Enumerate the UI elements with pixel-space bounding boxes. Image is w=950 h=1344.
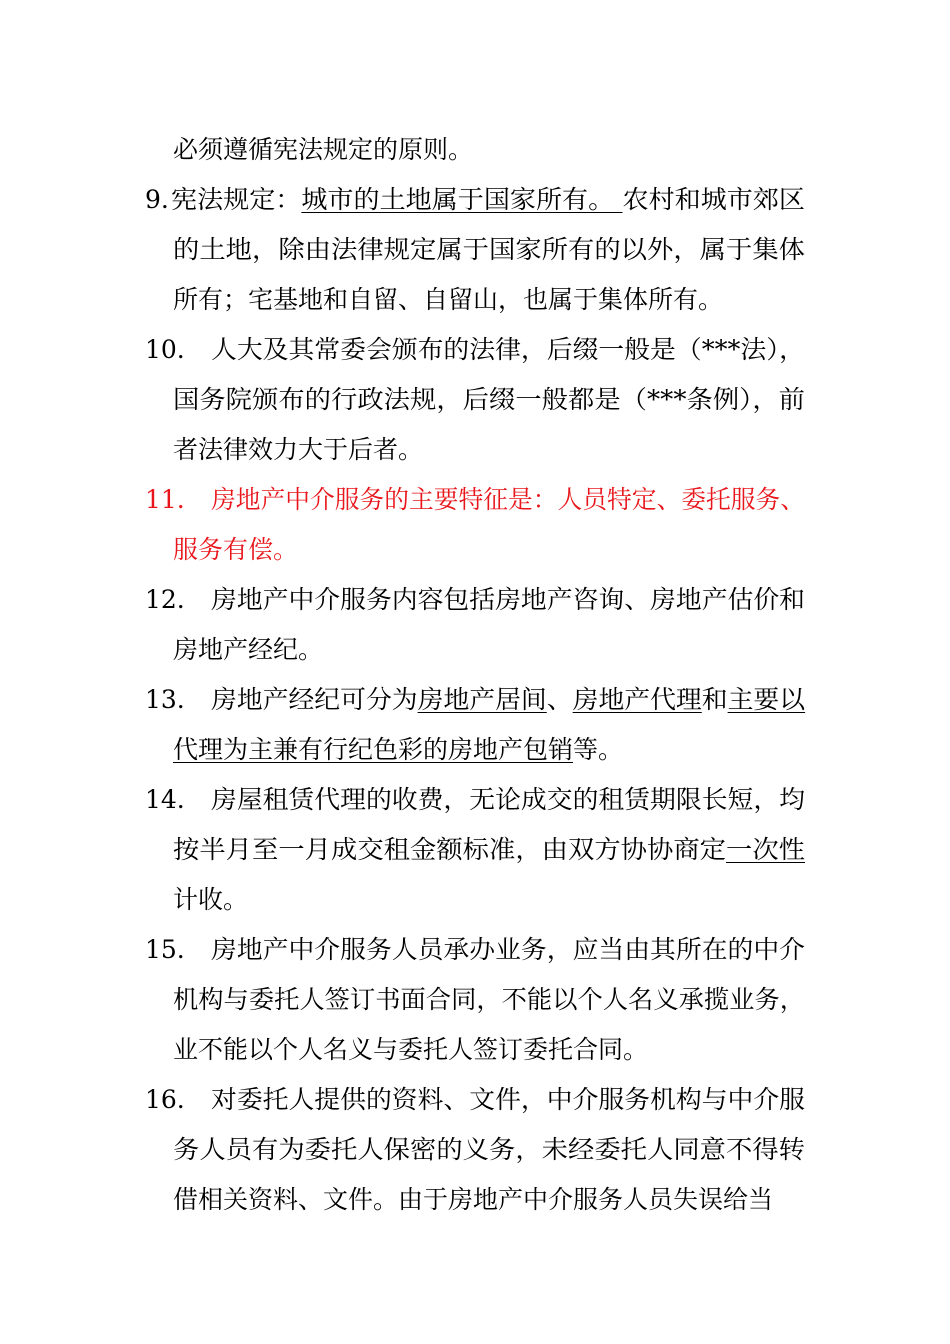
text-line <box>211 334 805 366</box>
item-number: 12. <box>145 585 185 614</box>
text-segment: 宪法规定： <box>171 185 302 214</box>
text-segment: 按半月至一月成交租金额标准，由双方协协商定 <box>173 835 727 864</box>
text-segment: 房地产中介服务人员承办业务，应当由其所在的中介 <box>211 935 806 964</box>
text-line <box>173 434 423 466</box>
text-segment: 房地产中介服务内容包括房地产咨询、房地产估价和 <box>211 585 806 614</box>
item-number: 11. <box>145 485 185 514</box>
text-line <box>173 234 805 266</box>
item-number: 9. <box>145 185 169 214</box>
text-line <box>211 584 805 616</box>
underlined-text: 房地产代理 <box>572 685 702 714</box>
text-segment: 所有；宅基地和自留、自留山，也属于集体所有。 <box>173 285 724 314</box>
text-line <box>173 284 723 316</box>
text-line <box>211 684 805 716</box>
text-segment: 农村和城市郊区 <box>622 185 805 214</box>
text-line <box>173 734 623 766</box>
text-segment: 机构与委托人签订书面合同，不能以个人名义承揽业务， <box>173 985 806 1014</box>
text-segment: 务人员有为委托人保密的义务，未经委托人同意不得转 <box>173 1135 806 1164</box>
text-segment: 对委托人提供的资料、文件，中介服务机构与中介服 <box>211 1085 806 1114</box>
text-segment: 计收。 <box>173 885 249 914</box>
underlined-text: 城市的土地属于国家所有。 <box>301 185 623 214</box>
text-segment: 房屋租赁代理的收费，无论成交的租赁期限长短，均 <box>211 785 806 814</box>
text-line <box>173 984 805 1016</box>
underlined-text: 房地产居间 <box>417 685 547 714</box>
item-number: 16. <box>145 1085 185 1114</box>
text-segment: 国务院颁布的行政法规，后缀一般都是（***条例），前 <box>173 385 806 414</box>
text-segment: 者法律效力大于后者。 <box>173 435 424 464</box>
text-segment: 房地产经纪。 <box>173 635 324 664</box>
item-number: 15. <box>145 935 185 964</box>
text-segment: 借相关资料、文件。由于房地产中介服务人员失误给当 <box>173 1185 774 1214</box>
underlined-text: 一次性 <box>726 835 806 864</box>
text-line <box>173 1184 773 1216</box>
text-segment: 服务有偿。 <box>173 535 299 564</box>
text-line <box>211 1084 805 1116</box>
text-segment: 房地产经纪可分为 <box>211 685 418 714</box>
underlined-text: 代理为主兼有行纪色彩的房地产包销 <box>173 735 574 764</box>
item-number: 14. <box>145 785 185 814</box>
text-line <box>171 184 805 216</box>
text-segment: 、 <box>546 685 573 714</box>
text-line <box>173 534 298 566</box>
text-line <box>173 1134 805 1166</box>
text-line <box>173 884 248 916</box>
text-line <box>173 134 473 166</box>
text-line <box>173 1034 648 1066</box>
text-segment: 和 <box>701 685 728 714</box>
text-line <box>173 634 323 666</box>
text-line <box>211 934 805 966</box>
text-line <box>173 384 805 416</box>
item-number: 13. <box>145 685 185 714</box>
text-segment: 业不能以个人名义与委托人签订委托合同。 <box>173 1035 649 1064</box>
text-line <box>211 784 805 816</box>
text-segment: 等。 <box>573 735 624 764</box>
text-segment: 房地产中介服务的主要特征是：人员特定、委托服务、 <box>211 485 806 514</box>
item-number: 10. <box>145 335 185 364</box>
text-line <box>173 834 805 866</box>
text-segment: 的土地，除由法律规定属于国家所有的以外，属于集体 <box>173 235 806 264</box>
text-segment: 人大及其常委会颁布的法律，后缀一般是（***法）， <box>211 335 806 364</box>
underlined-text: 主要以 <box>727 685 806 714</box>
text-segment: 必须遵循宪法规定的原则。 <box>173 135 474 164</box>
text-line <box>211 484 805 516</box>
